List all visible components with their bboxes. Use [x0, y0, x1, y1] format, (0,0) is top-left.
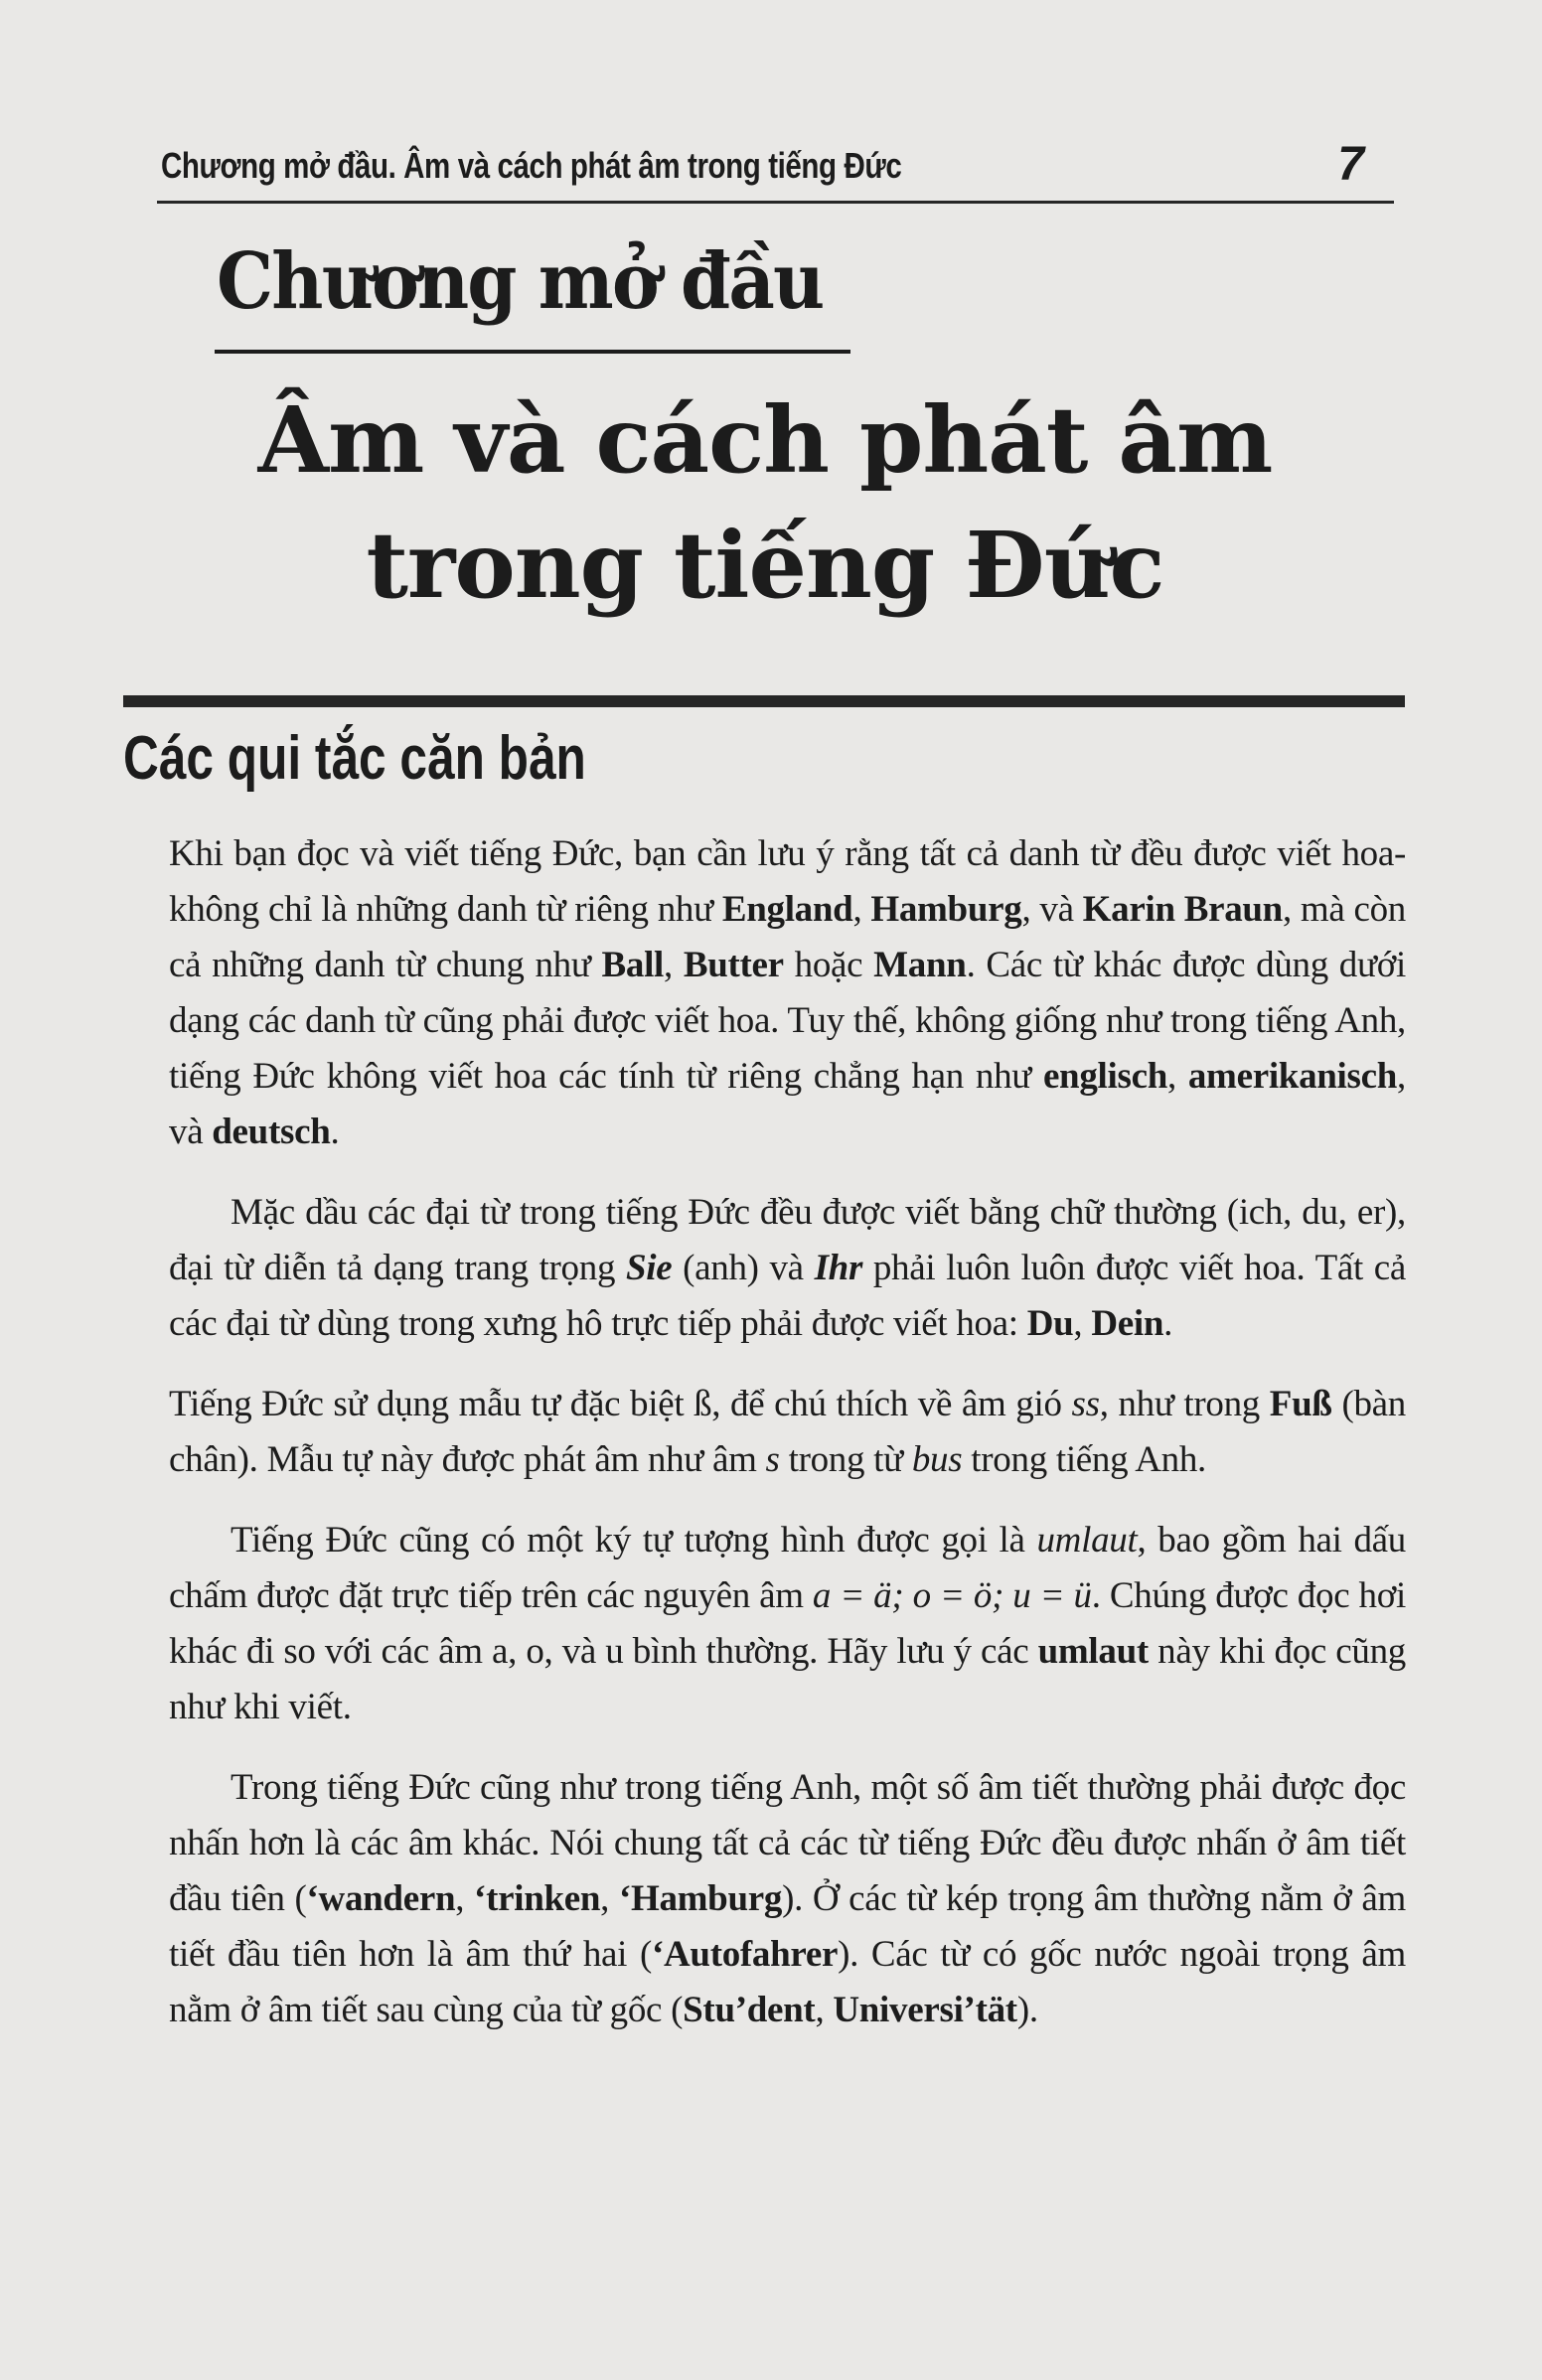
- paragraph-2: [169, 1185, 1406, 1352]
- bold-term: ‘wandern: [306, 1878, 456, 1919]
- text-run: Tiếng Đức cũng có một ký tự tượng hình được gọi là: [231, 1520, 1037, 1561]
- text-run: , và: [1021, 889, 1083, 930]
- paragraph-3: [169, 1377, 1406, 1488]
- italic-term: bus: [911, 1439, 963, 1480]
- text-run: ). Ở các từ kép trọng âm thường nằm ở âm tiết đầu tiên hơn là âm thứ hai (: [169, 1878, 1406, 1975]
- bold-term: Universi’tät: [833, 1990, 1017, 2030]
- bold-term: ‘Autofahrer: [651, 1934, 839, 1975]
- text-run: ,: [600, 1878, 619, 1919]
- bold-term: Ihr: [814, 1248, 863, 1288]
- bold-term: Hamburg: [870, 889, 1022, 930]
- chapter-title: [119, 377, 1411, 628]
- text-run: . Chúng được đọc hơi khác đi so với các âm a, o, và u bình thường. Hãy lưu ý các: [169, 1575, 1406, 1672]
- text-run: phải luôn luôn được viết hoa. Tất cả các đại từ dùng trong xưng hô trực tiếp phải được viết hoa:: [169, 1248, 1407, 1344]
- text-run: .: [330, 1112, 340, 1152]
- chapter-title-line-2: trong tiếng Đức: [366, 512, 1164, 619]
- bold-term: Ball: [601, 945, 665, 985]
- bold-term: Stu’dent: [683, 1990, 816, 2030]
- chapter-label: Chương mở đầu: [217, 236, 824, 327]
- bold-term: ‘Hamburg: [618, 1878, 783, 1919]
- text-run: hoặc: [783, 945, 874, 985]
- text-run: ,: [852, 889, 871, 930]
- running-title: Chương mở đầu. Âm và cách phát âm trong tiếng Đức: [161, 145, 902, 186]
- paragraph-5: [169, 1760, 1406, 2038]
- bold-term: amerikanisch: [1187, 1056, 1398, 1097]
- text-run: này khi đọc cũng như khi viết.: [169, 1631, 1407, 1727]
- bold-term: Butter: [683, 945, 784, 985]
- text-run: (anh) và: [672, 1248, 815, 1288]
- paragraph-4: [169, 1513, 1406, 1735]
- text-run: , mà còn cả những danh từ chung như: [169, 889, 1406, 985]
- text-run: ,: [1167, 1056, 1188, 1097]
- bold-term: umlaut: [1037, 1631, 1149, 1672]
- text-run: Trong tiếng Đức cũng như trong tiếng Anh, một số âm tiết thường phải được đọc nhấn hơn là các âm khác. Nói chung tất cả các từ tiếng Đức đều được nhấn ở âm tiết đầu tiên (: [169, 1767, 1406, 1919]
- text-run: (bàn chân). Mẫu tự này được phát âm như âm: [169, 1384, 1406, 1480]
- bold-term: deutsch: [212, 1112, 331, 1152]
- bold-term: Sie: [625, 1248, 673, 1288]
- text-run: , bao gồm hai dấu chấm được đặt trực tiếp trên các nguyên âm: [169, 1520, 1406, 1616]
- text-run: ,: [455, 1878, 475, 1919]
- text-run: ,: [1073, 1303, 1092, 1344]
- text-run: Tiếng Đức sử dụng mẫu tự đặc biệt ß, để chú thích về âm gió: [169, 1384, 1072, 1424]
- bold-term: Karin Braun: [1082, 889, 1283, 930]
- bold-term: England: [721, 889, 853, 930]
- text-run: , như trong: [1099, 1384, 1270, 1424]
- page-number: 7: [1337, 138, 1364, 191]
- italic-term: s: [765, 1439, 780, 1480]
- italic-term: ss: [1071, 1384, 1100, 1424]
- bold-term: englisch: [1042, 1056, 1167, 1097]
- chapter-title-line-1: Âm và cách phát âm: [257, 386, 1273, 494]
- chapter-label-underline: [215, 350, 850, 354]
- text-run: ,: [815, 1990, 834, 2030]
- text-run: . Các từ khác được dùng dưới dạng các danh từ cũng phải được viết hoa. Tuy thế, không giống như trong tiếng Anh, tiếng Đức không viết hoa các tính từ riêng chẳng hạn như: [169, 945, 1407, 1097]
- text-run: Khi bạn đọc và viết tiếng Đức, bạn cần lưu ý rằng tất cả danh từ đều được viết hoa-không chỉ là những danh từ riêng như: [169, 833, 1406, 930]
- italic-term: umlaut: [1036, 1520, 1138, 1561]
- bold-term: ‘trinken: [474, 1878, 601, 1919]
- running-header: [157, 137, 1394, 204]
- italic-term: a = ä; o = ö; u = ü: [812, 1575, 1092, 1616]
- body-text: [169, 826, 1406, 2063]
- chapter-divider: [123, 695, 1405, 707]
- bold-term: Fuß: [1269, 1384, 1332, 1424]
- paragraph-1: [169, 826, 1406, 1160]
- text-run: , và: [169, 1056, 1406, 1152]
- text-run: trong tiếng Anh.: [962, 1439, 1207, 1480]
- text-run: ). Các từ có gốc nước ngoài trọng âm nằm ở âm tiết sau cùng của từ gốc (: [169, 1934, 1406, 2030]
- text-run: trong từ: [779, 1439, 912, 1480]
- bold-term: Dein: [1091, 1303, 1164, 1344]
- bold-term: Du: [1026, 1303, 1074, 1344]
- text-run: ,: [664, 945, 684, 985]
- text-run: Mặc dầu các đại từ trong tiếng Đức đều được viết bằng chữ thường (ich, du, er), đại từ diễn tả dạng trang trọng: [169, 1192, 1406, 1288]
- section-heading: Các qui tắc căn bản: [123, 724, 586, 793]
- text-run: ).: [1016, 1990, 1038, 2030]
- text-run: .: [1163, 1303, 1173, 1344]
- bold-term: Mann: [873, 945, 967, 985]
